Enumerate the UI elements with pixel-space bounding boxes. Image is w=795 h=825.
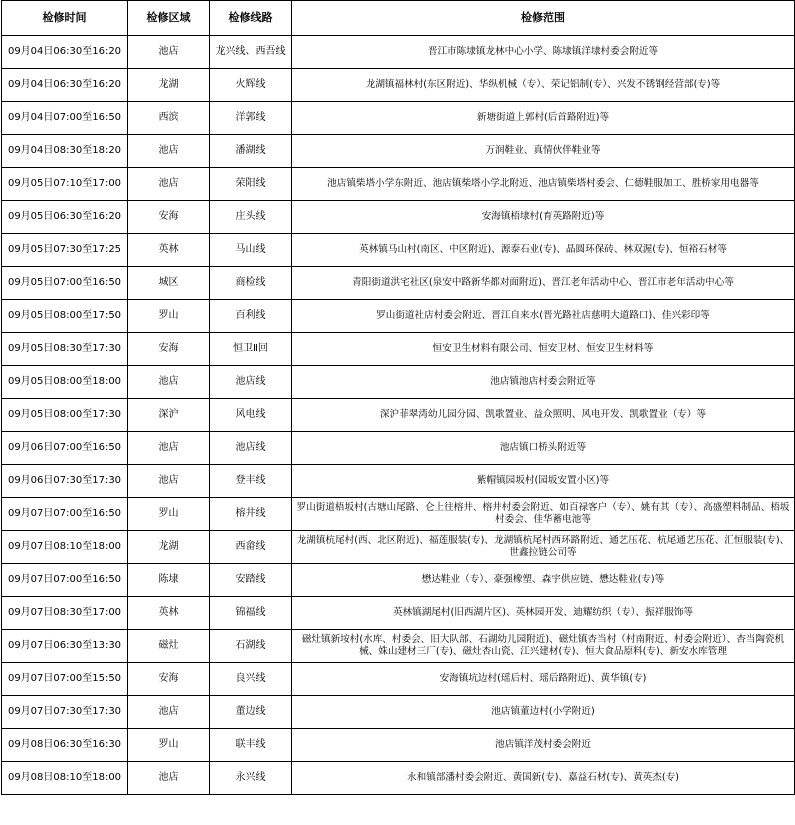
line-cell: 百利线 bbox=[210, 300, 292, 333]
area-cell: 龙湖 bbox=[128, 69, 210, 102]
scope-cell: 万润鞋业、真情伙伴鞋业等 bbox=[292, 135, 795, 168]
line-cell: 良兴线 bbox=[210, 663, 292, 696]
line-cell: 锦福线 bbox=[210, 597, 292, 630]
scope-cell: 永和镇部潘村委会附近、黄国新(专)、嘉益石材(专)、黄英杰(专) bbox=[292, 762, 795, 795]
scope-cell: 池店镇洋茂村委会附近 bbox=[292, 729, 795, 762]
scope-cell: 池店镇口桥头附近等 bbox=[292, 432, 795, 465]
table-row bbox=[2, 630, 795, 663]
time-cell: 09月05日07:00至16:50 bbox=[2, 267, 128, 300]
scope-cell: 罗山街道梧坂村(古塘山尾路、仑上往榕井、榕井村委会附近、如百禄客户（专）、姚有其（专）、高盛塑料制品、梧坂村委会、佳华蓄电池等 bbox=[292, 498, 795, 531]
area-cell: 城区 bbox=[128, 267, 210, 300]
area-cell: 池店 bbox=[128, 465, 210, 498]
time-cell: 09月05日08:00至18:00 bbox=[2, 366, 128, 399]
scope-cell: 龙湖镇福林村(东区附近)、华纵机械（专）、荣记铝制(专）、兴发不锈钢经营部(专)等 bbox=[292, 69, 795, 102]
line-cell: 商检线 bbox=[210, 267, 292, 300]
table-row bbox=[2, 432, 795, 465]
area-cell: 安海 bbox=[128, 663, 210, 696]
line-cell: 庄头线 bbox=[210, 201, 292, 234]
line-cell: 马山线 bbox=[210, 234, 292, 267]
table-row bbox=[2, 267, 795, 300]
time-cell: 09月07日08:10至18:00 bbox=[2, 531, 128, 564]
line-cell: 永兴线 bbox=[210, 762, 292, 795]
table-row bbox=[2, 663, 795, 696]
scope-cell: 恒安卫生材料有限公司、恒安卫材、恒安卫生材料等 bbox=[292, 333, 795, 366]
area-cell: 池店 bbox=[128, 762, 210, 795]
line-cell: 登丰线 bbox=[210, 465, 292, 498]
table-row bbox=[2, 696, 795, 729]
time-cell: 09月04日06:30至16:20 bbox=[2, 69, 128, 102]
time-cell: 09月08日08:10至18:00 bbox=[2, 762, 128, 795]
line-cell: 火辉线 bbox=[210, 69, 292, 102]
area-cell: 安海 bbox=[128, 201, 210, 234]
table-row bbox=[2, 366, 795, 399]
area-cell: 陈埭 bbox=[128, 564, 210, 597]
scope-cell: 池店镇池店村委会附近等 bbox=[292, 366, 795, 399]
time-cell: 09月06日07:30至17:30 bbox=[2, 465, 128, 498]
scope-cell: 青阳街道洪宅社区(泉安中路新华都对面附近)、晋江老年活动中心、晋江市老年活动中心等 bbox=[292, 267, 795, 300]
time-cell: 09月04日06:30至16:20 bbox=[2, 36, 128, 69]
time-cell: 09月05日07:10至17:00 bbox=[2, 168, 128, 201]
time-cell: 09月05日08:30至17:30 bbox=[2, 333, 128, 366]
table-row bbox=[2, 102, 795, 135]
line-cell: 池店线 bbox=[210, 432, 292, 465]
area-cell: 西滨 bbox=[128, 102, 210, 135]
time-cell: 09月07日07:00至15:50 bbox=[2, 663, 128, 696]
time-cell: 09月06日07:00至16:50 bbox=[2, 432, 128, 465]
line-cell: 联丰线 bbox=[210, 729, 292, 762]
table-row bbox=[2, 300, 795, 333]
area-cell: 池店 bbox=[128, 168, 210, 201]
line-cell: 潘湖线 bbox=[210, 135, 292, 168]
time-cell: 09月07日07:00至16:50 bbox=[2, 498, 128, 531]
table-row bbox=[2, 729, 795, 762]
header-row bbox=[2, 1, 795, 36]
scope-cell: 英林镇马山村(南区、中区附近)、源泰石业(专)、晶圆环保砖、林双渥(专)、恒裕石材等 bbox=[292, 234, 795, 267]
table-header bbox=[2, 1, 795, 36]
area-cell: 池店 bbox=[128, 696, 210, 729]
scope-cell: 英林镇湖尾村(旧西湖片区)、英林园开发、迪耀纺织（专）、振祥服饰等 bbox=[292, 597, 795, 630]
scope-cell: 晋江市陈埭镇龙林中心小学、陈埭镇洋埭村委会附近等 bbox=[292, 36, 795, 69]
scope-cell: 紫帽镇园坂村(园坂安置小区)等 bbox=[292, 465, 795, 498]
header-time: 检修时间 bbox=[2, 1, 128, 36]
time-cell: 09月07日08:30至17:00 bbox=[2, 597, 128, 630]
time-cell: 09月05日07:30至17:25 bbox=[2, 234, 128, 267]
header-area: 检修区域 bbox=[128, 1, 210, 36]
maintenance-schedule-table bbox=[1, 0, 795, 795]
table-row bbox=[2, 399, 795, 432]
time-cell: 09月07日07:30至17:30 bbox=[2, 696, 128, 729]
time-cell: 09月07日07:00至16:50 bbox=[2, 564, 128, 597]
scope-cell: 龙湖镇杭尾村(西、北区附近)、福莲服装(专)、龙湖镇杭尾村西环路附近、通艺压花、杭尾通艺压花、汇恒服装(专)、世鑫拉链公司等 bbox=[292, 531, 795, 564]
scope-cell: 池店镇柴塔小学东附近、池店镇柴塔小学北附近、池店镇柴塔村委会、仁德鞋服加工、胜桥家用电器等 bbox=[292, 168, 795, 201]
scope-cell: 池店镇董边村(小学附近) bbox=[292, 696, 795, 729]
area-cell: 池店 bbox=[128, 135, 210, 168]
scope-cell: 安海镇梧埭村(育英路附近)等 bbox=[292, 201, 795, 234]
line-cell: 池店线 bbox=[210, 366, 292, 399]
table-row bbox=[2, 597, 795, 630]
area-cell: 池店 bbox=[128, 366, 210, 399]
table-row bbox=[2, 168, 795, 201]
table-row bbox=[2, 498, 795, 531]
area-cell: 安海 bbox=[128, 333, 210, 366]
header-scope: 检修范围 bbox=[292, 1, 795, 36]
area-cell: 英林 bbox=[128, 597, 210, 630]
time-cell: 09月04日07:00至16:50 bbox=[2, 102, 128, 135]
line-cell: 荣阳线 bbox=[210, 168, 292, 201]
table-row bbox=[2, 69, 795, 102]
table-row bbox=[2, 564, 795, 597]
area-cell: 英林 bbox=[128, 234, 210, 267]
time-cell: 09月05日06:30至16:20 bbox=[2, 201, 128, 234]
area-cell: 池店 bbox=[128, 432, 210, 465]
line-cell: 西畲线 bbox=[210, 531, 292, 564]
area-cell: 磁灶 bbox=[128, 630, 210, 663]
table-row bbox=[2, 762, 795, 795]
line-cell: 榕井线 bbox=[210, 498, 292, 531]
time-cell: 09月05日08:00至17:30 bbox=[2, 399, 128, 432]
area-cell: 罗山 bbox=[128, 498, 210, 531]
table-row bbox=[2, 36, 795, 69]
area-cell: 龙湖 bbox=[128, 531, 210, 564]
area-cell: 罗山 bbox=[128, 729, 210, 762]
line-cell: 风电线 bbox=[210, 399, 292, 432]
time-cell: 09月08日06:30至16:30 bbox=[2, 729, 128, 762]
area-cell: 深沪 bbox=[128, 399, 210, 432]
table-row bbox=[2, 201, 795, 234]
area-cell: 池店 bbox=[128, 36, 210, 69]
table-row bbox=[2, 465, 795, 498]
scope-cell: 懋达鞋业（专）、豪强橡塑、森宇供应链、懋达鞋业(专)等 bbox=[292, 564, 795, 597]
line-cell: 洋郭线 bbox=[210, 102, 292, 135]
header-line: 检修线路 bbox=[210, 1, 292, 36]
line-cell: 恒卫Ⅱ回 bbox=[210, 333, 292, 366]
line-cell: 石湖线 bbox=[210, 630, 292, 663]
time-cell: 09月07日06:30至13:30 bbox=[2, 630, 128, 663]
table-row bbox=[2, 531, 795, 564]
line-cell: 董边线 bbox=[210, 696, 292, 729]
table-row bbox=[2, 135, 795, 168]
scope-cell: 新塘街道上郭村(后首路附近)等 bbox=[292, 102, 795, 135]
line-cell: 龙兴线、西吾线 bbox=[210, 36, 292, 69]
table-row bbox=[2, 333, 795, 366]
table-row bbox=[2, 234, 795, 267]
time-cell: 09月04日08:30至18:20 bbox=[2, 135, 128, 168]
time-cell: 09月05日08:00至17:50 bbox=[2, 300, 128, 333]
area-cell: 罗山 bbox=[128, 300, 210, 333]
line-cell: 安踏线 bbox=[210, 564, 292, 597]
scope-cell: 罗山街道社店村委会附近、晋江自来水(晋光路社店慈明大道路口)、佳兴彩印等 bbox=[292, 300, 795, 333]
scope-cell: 深沪菲翠湾幼儿园分园、凯歌置业、益众照明、风电开发、凯歌置业（专）等 bbox=[292, 399, 795, 432]
scope-cell: 安海镇坑边村(瑶后村、瑶后路附近)、黄华镇(专) bbox=[292, 663, 795, 696]
table-body bbox=[2, 36, 795, 795]
scope-cell: 磁灶镇新垵村(水库、村委会、旧大队部、石湖幼儿园附近)、磁灶镇杏当村（村南附近、村委会附近）、杏当陶瓷机械、姝山建材三厂(专)、磁灶杏山瓷、江兴建材(专)、恒大食品原料(专)、新安水库管理 bbox=[292, 630, 795, 663]
